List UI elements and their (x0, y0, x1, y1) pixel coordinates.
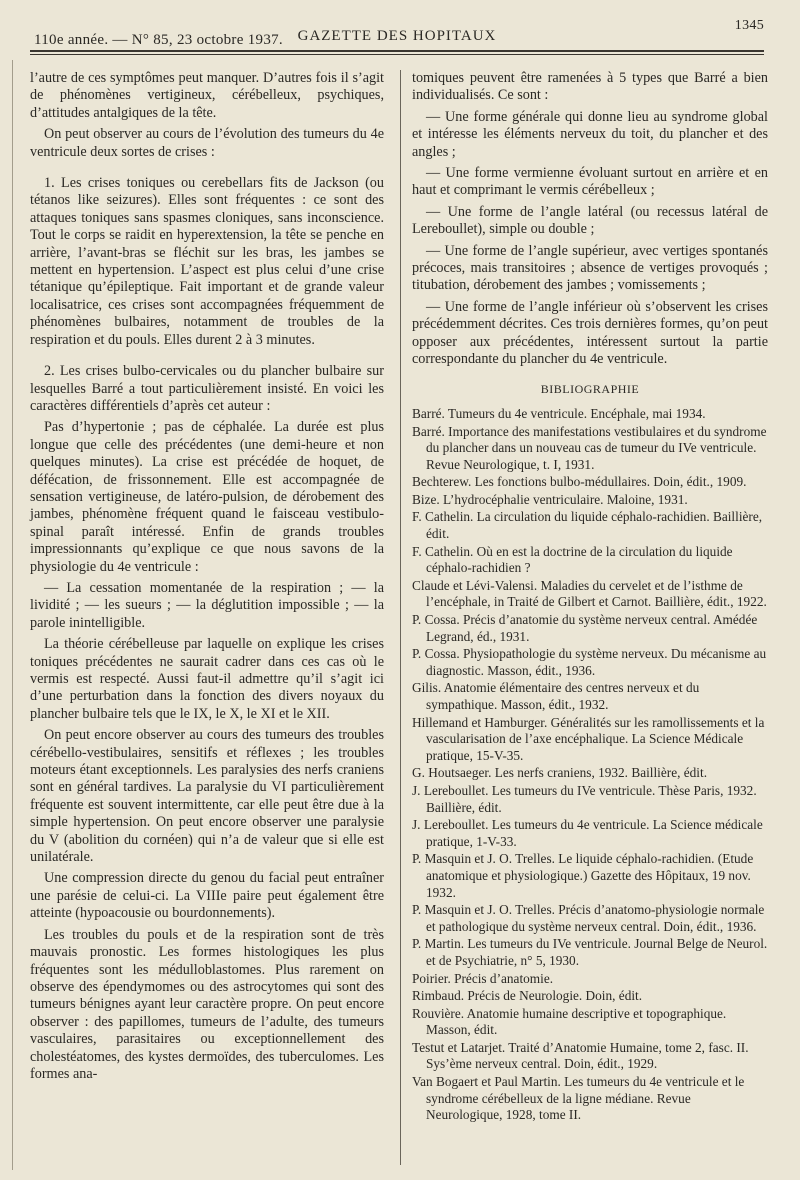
list-item: — Une forme vermienne évoluant surtout en arrière et en haut et comprimant le vermis cérébelleux ; (412, 165, 768, 199)
reference: P. Martin. Les tumeurs du IVe ventricule. Journal Belge de Neurol. et de Psychiatrie, n° 5, 1930. (412, 936, 768, 968)
reference: Gilis. Anatomie élémentaire des centres nerveux et du sympathique. Masson, édit., 1932. (412, 680, 700, 712)
paragraph: Une compression directe du genou du facial peut entraîner une parésie de celui-ci. La VIIIe paire peut également être atteinte (hypoacousie ou bourdonnements). (30, 870, 384, 922)
reference: P. Cossa. Précis d’anatomie du système nerveux central. Amédée Legrand, éd., 1931. (412, 612, 758, 644)
list-item: — Une forme de l’angle inférieur où s’observent les crises précédemment décrites. Ces trois dernières formes, qu’on peut opposer aux précédentes, intéressent surtout la partie correspondante du plancher du 4e ventricule. (412, 298, 768, 368)
column-divider (400, 70, 401, 1165)
paragraph: La théorie cérébelleuse par laquelle on explique les crises toniques précédentes ne saurait cadrer dans ces cas où le vermis est respecté. Aussi faut-il admettre qu’il s’agit ici d’une perturbation dans la fonction des divers noyaux du plancher bulbaire tels que le IX, le X, le XI et le XII. (30, 636, 384, 722)
header-rule-thick (30, 50, 764, 52)
paragraph: On peut encore observer au cours des tumeurs des troubles cérébello-vestibulaires, sensitifs et réflexes ; les troubles moteurs étant exceptionnels. Les paralysies des nerfs craniens sont en général tardives. La paralysie du VI particulièrement fréquente est souvent intermittente, car elle peut être due à la simple hypertension. On peut encore observer une paralysie du V (abolition du cornéen) qui n’a de valeur que si elle est unilatérale. (30, 727, 384, 866)
paragraph-crises-bulbo-cervicales: 2. Les crises bulbo-cervicales ou du plancher bulbaire sur lesquelles Barré a tout particulièrement insisté. En voici les caractères différentiels d’après cet auteur : (30, 363, 384, 414)
reference: Poirier. Précis d’anatomie. (412, 970, 554, 986)
paragraph: Les troubles du pouls et de la respiration sont de très mauvais pronostic. Les formes histologiques les plus fréquentes sont les médulloblastomes. Plus rarement on observe des épendymomes ou des astrocytomes qui sont des tumeurs bénignes ayant leur caractère propre. On peut encore observer : des papillomes, tumeurs de l’adulte, des tumeurs vasculaires, parasitaires ou exceptionnellement des cholestéatomes, des kystes dermoïdes, des tuberculomes. Les formes ana- (30, 926, 384, 1082)
reference: J. Lereboullet. Les tumeurs du IVe ventricule. Thèse Paris, 1932. Baillière, édit. (412, 782, 757, 815)
reference: F. Cathelin. Où en est la doctrine de la circulation du liquide céphalo-rachidien ? (412, 543, 733, 576)
reference: F. Cathelin. La circulation du liquide céphalo-rachidien. Baillière, édit. (412, 509, 763, 542)
paragraph: — La cessation momentanée de la respiration ; — la lividité ; — les sueurs ; — la déglutition impossible ; — la parole inintelligible. (30, 579, 384, 631)
reference: P. Cossa. Physiopathologie du système nerveux. Du mécanisme au diagnostic. Masson, édit., 1936. (412, 646, 767, 678)
reference: P. Masquin et J. O. Trelles. Précis d’anatomo-physiologie normale et pathologique du système nerveux central. Doin, édit., 1936. (412, 902, 765, 934)
page-edge-shadow (12, 60, 13, 1170)
journal-title: GAZETTE DES HOPITAUX (297, 28, 497, 44)
paragraph: Pas d’hypertonie ; pas de céphalée. La durée est plus longue que celle des précédentes (une demi-heure et non quelques minutes). La crise est précédée de hoquet, de défécation, de frissonnement. Elle est accompagnée de sensation vertigineuse, de latéro-pulsion, de dérobement des jambes, phénomène fréquent quand le faisceau vestibulo-spinal paraît intéressé. Enfin de grands troubles impressionnants qu’explique ce que nous savons de la physiologie du 4e ventricule : (30, 419, 384, 575)
header-rule-thin (30, 54, 764, 55)
page-number: 1345 (734, 18, 764, 33)
right-column (412, 70, 768, 1125)
bibliography-list (412, 406, 768, 1124)
page-header (30, 18, 764, 58)
list-item: — Une forme de l’angle supérieur, avec vertiges spontanés précoces, mais transitoires ; absence de vertiges provoqués ; titubation, dérobement des jambes ; vomissements ; (412, 242, 768, 294)
reference: Bechterew. Les fonctions bulbo-médullaires. Doin, édit., 1909. (412, 474, 747, 490)
paragraph: tomiques peuvent être ramenées à 5 types que Barré a bien individualisés. Ce sont : (412, 70, 768, 104)
reference: Barré. Importance des manifestations vestibulaires et du syndrome du plancher dans un nouveau cas de tumeur du IVe ventricule. Revue Neurologique, t. I, 1931. (412, 423, 767, 472)
left-column (30, 70, 384, 1087)
reference: Testut et Latarjet. Traité d’Anatomie Humaine, tome 2, fasc. II. Sys’ème nerveux central. Doin, édit., 1929. (412, 1039, 749, 1072)
reference: Claude et Lévi-Valensi. Maladies du cervelet et de l’isthme de l’encéphale, in Traité de Gilbert et Carnot. Baillière, édit., 1922. (412, 577, 767, 610)
reference: P. Masquin et J. O. Trelles. Le liquide céphalo-rachidien. (Etude anatomique et physiologique.) Gazette des Hôpitaux, 19 nov. 1932. (412, 851, 754, 900)
list-item: — Une forme générale qui donne lieu au syndrome global et intéresse les éléments nerveux du toit, du plancher et des angles ; (412, 108, 768, 160)
paragraph: On peut observer au cours de l’évolution des tumeurs du 4e ventricule deux sortes de crises : (30, 126, 384, 160)
reference: Hillemand et Hamburger. Généralités sur les ramollissements et la vascularisation de l’axe encéphalique. La Science Médicale pratique, 15-V-35. (412, 714, 765, 763)
issue-info: 110e année. — N° 85, 23 octobre 1937. (34, 32, 283, 48)
reference: Van Bogaert et Paul Martin. Les tumeurs du 4e ventricule et le syndrome cérébelleux de la ligne médiane. Revue Neurologique, 1928, tome II. (412, 1074, 745, 1123)
paragraph: l’autre de ces symptômes peut manquer. D’autres fois il s’agit de phénomènes vertigineux, cérébelleux, psychiques, d’attitudes antalgiques de la tête. (30, 70, 384, 121)
list-item: — Une forme de l’angle latéral (ou recessus latéral de Lereboullet), simple ou double ; (412, 203, 768, 238)
paragraph-crises-toniques: 1. Les crises toniques ou cerebellars fits de Jackson (ou tétanos like seizures). Elles sont fréquentes : ce sont des attaques toniques sans spasmes cloniques, sans inconscience. Tout le corps se raidit en hyperextension, la tête se penche en arrière, l’avant-bras se fléchit sur les bras, les jambes se mettent en hypertension. L’aspect est plus celui d’une crise tétanique qu’épileptique. Fait important et de grande valeur localisatrice, ces crises sont accompagnées fréquemment de phénomènes bulbaires, notamment de troubles de la respiration et du pouls. Elles durent 2 à 3 minutes. (30, 175, 384, 348)
reference: G. Houtsaeger. Les nerfs craniens, 1932. Baillière, édit. (412, 765, 708, 781)
reference: Barré. Tumeurs du 4e ventricule. Encéphale, mai 1934. (412, 405, 706, 421)
reference: Rimbaud. Précis de Neurologie. Doin, édit. (412, 988, 643, 1004)
reference: J. Lereboullet. Les tumeurs du 4e ventricule. La Science médicale pratique, 1-V-33. (412, 817, 763, 849)
reference: Rouvière. Anatomie humaine descriptive et topographique. Masson, édit. (412, 1005, 727, 1038)
bibliography-heading: BIBLIOGRAPHIE (540, 381, 640, 396)
reference: Bize. L’hydrocéphalie ventriculaire. Maloine, 1931. (412, 491, 688, 507)
